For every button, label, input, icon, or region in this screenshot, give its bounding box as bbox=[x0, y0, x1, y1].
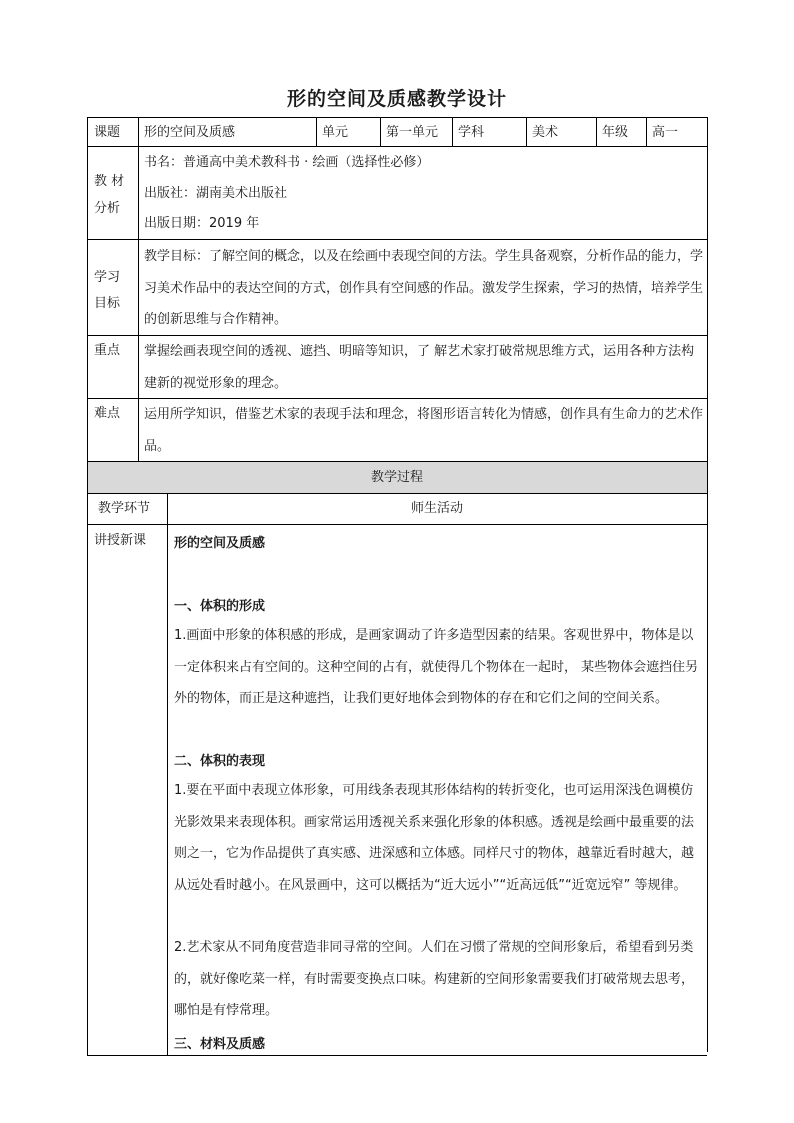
lesson-topic-heading: 形的空间及质感 bbox=[174, 536, 266, 551]
stage-new-lesson: 讲授新课 bbox=[94, 533, 147, 548]
table-border bbox=[87, 524, 707, 525]
label-difficulty: 难点 bbox=[94, 406, 121, 421]
document-title: 形的空间及质感教学设计 bbox=[286, 88, 507, 110]
section-heading-1: 一、体积的形成 bbox=[174, 599, 266, 614]
section-heading-3: 三、材料及质感 bbox=[174, 1037, 266, 1052]
difficulty-text: 运用所学知识，借鉴艺术家的表现手法和理念，将图形语言转化为情感，创作具有生命力的艺术作品。 bbox=[144, 407, 704, 454]
table-border bbox=[87, 1055, 707, 1056]
publisher: 出版社：湖南美术出版社 bbox=[144, 186, 288, 201]
label-subject: 学科 bbox=[458, 125, 485, 140]
table-border bbox=[380, 117, 381, 146]
subject-value: 美术 bbox=[532, 125, 559, 140]
lesson-value: 形的空间及质感 bbox=[144, 125, 236, 140]
table-border bbox=[316, 117, 317, 146]
table-border bbox=[452, 117, 453, 146]
label-learning-goals: 学习 bbox=[94, 270, 121, 285]
grade-value: 高一 bbox=[652, 125, 679, 140]
section-2-paragraph-2: 2.艺术家从不同角度营造非同寻常的空间。人们在习惯了常规的空间形象后，希望看到另类的，就好像吃菜一样，有时需要变换点口味。构建新的空间形象需要我们打破常规去思考，哪怕是有悖常理。 bbox=[174, 940, 695, 1018]
table-border bbox=[526, 117, 527, 146]
section-1-paragraph: 1.画面中形象的体积感的形成，是画家调动了许多造型因素的结果。客观世界中，物体是以一定体积来占有空间的。这种空间的占有，就使得几个物体在一起时， 某些物体会遮挡住另外的物体，而正是这种遮挡，让我们更好地体会到物体的存在和它们之间的空间关系。 bbox=[174, 628, 699, 706]
column-header-activities: 师生活动 bbox=[410, 501, 463, 516]
table-border bbox=[596, 117, 597, 146]
label-lesson: 课题 bbox=[94, 125, 121, 140]
label-material-analysis: 教 材 bbox=[94, 174, 125, 189]
section-heading-2: 二、体积的表现 bbox=[174, 754, 266, 769]
label-key-point: 重点 bbox=[94, 343, 121, 358]
table-border bbox=[646, 117, 647, 146]
label-learning-goals: 目标 bbox=[94, 296, 121, 311]
table-border bbox=[87, 462, 88, 1055]
section-2-paragraph-1: 1.要在平面中表现立体形象，可用线条表现其形体结构的转折变化，也可运用深浅色调模仿光影效果来表现体积。画家常运用透视关系来强化形象的体积感。透视是绘画中最重要的法则之一，它为作品提供了真实感、进深感和立体感。同样尺寸的物体，越靠近看时越大，越从远处看时越小。在风景画中，这可以概括为“近大远小”“近高远低”“近宽远窄” 等规律。 bbox=[174, 783, 695, 893]
table-border bbox=[87, 117, 707, 118]
table-border bbox=[167, 493, 168, 1055]
textbook-name: 书名：普通高中美术教科书 · 绘画（选择性必修） bbox=[144, 155, 430, 170]
table-border bbox=[707, 117, 708, 1052]
label-material-analysis: 分析 bbox=[94, 201, 121, 216]
process-banner: 教学过程 bbox=[370, 470, 423, 485]
learning-goals-text: 教学目标：了解空间的概念，以及在绘画中表现空间的方法。学生具备观察，分析作品的能力，学习美术作品中的表达空间的方式，创作具有空间感的作品。激发学生探索，学习的热情，培养学生的创新思维与合作精神。 bbox=[144, 249, 704, 327]
label-grade: 年级 bbox=[602, 125, 629, 140]
column-header-stage: 教学环节 bbox=[98, 501, 151, 516]
key-point-text: 掌握绘画表现空间的透视、遮挡、明暗等知识，了 解艺术家打破常规思维方式，运用各种方法构建新的视觉形象的理念。 bbox=[144, 344, 695, 391]
unit-value: 第一单元 bbox=[386, 125, 439, 140]
table-border bbox=[87, 239, 707, 240]
label-unit: 单元 bbox=[322, 125, 349, 140]
table-border bbox=[87, 146, 707, 147]
table-border bbox=[87, 493, 707, 494]
publish-date: 出版日期：2019 年 bbox=[144, 216, 260, 231]
table-border bbox=[87, 117, 88, 461]
table-border bbox=[138, 117, 139, 461]
